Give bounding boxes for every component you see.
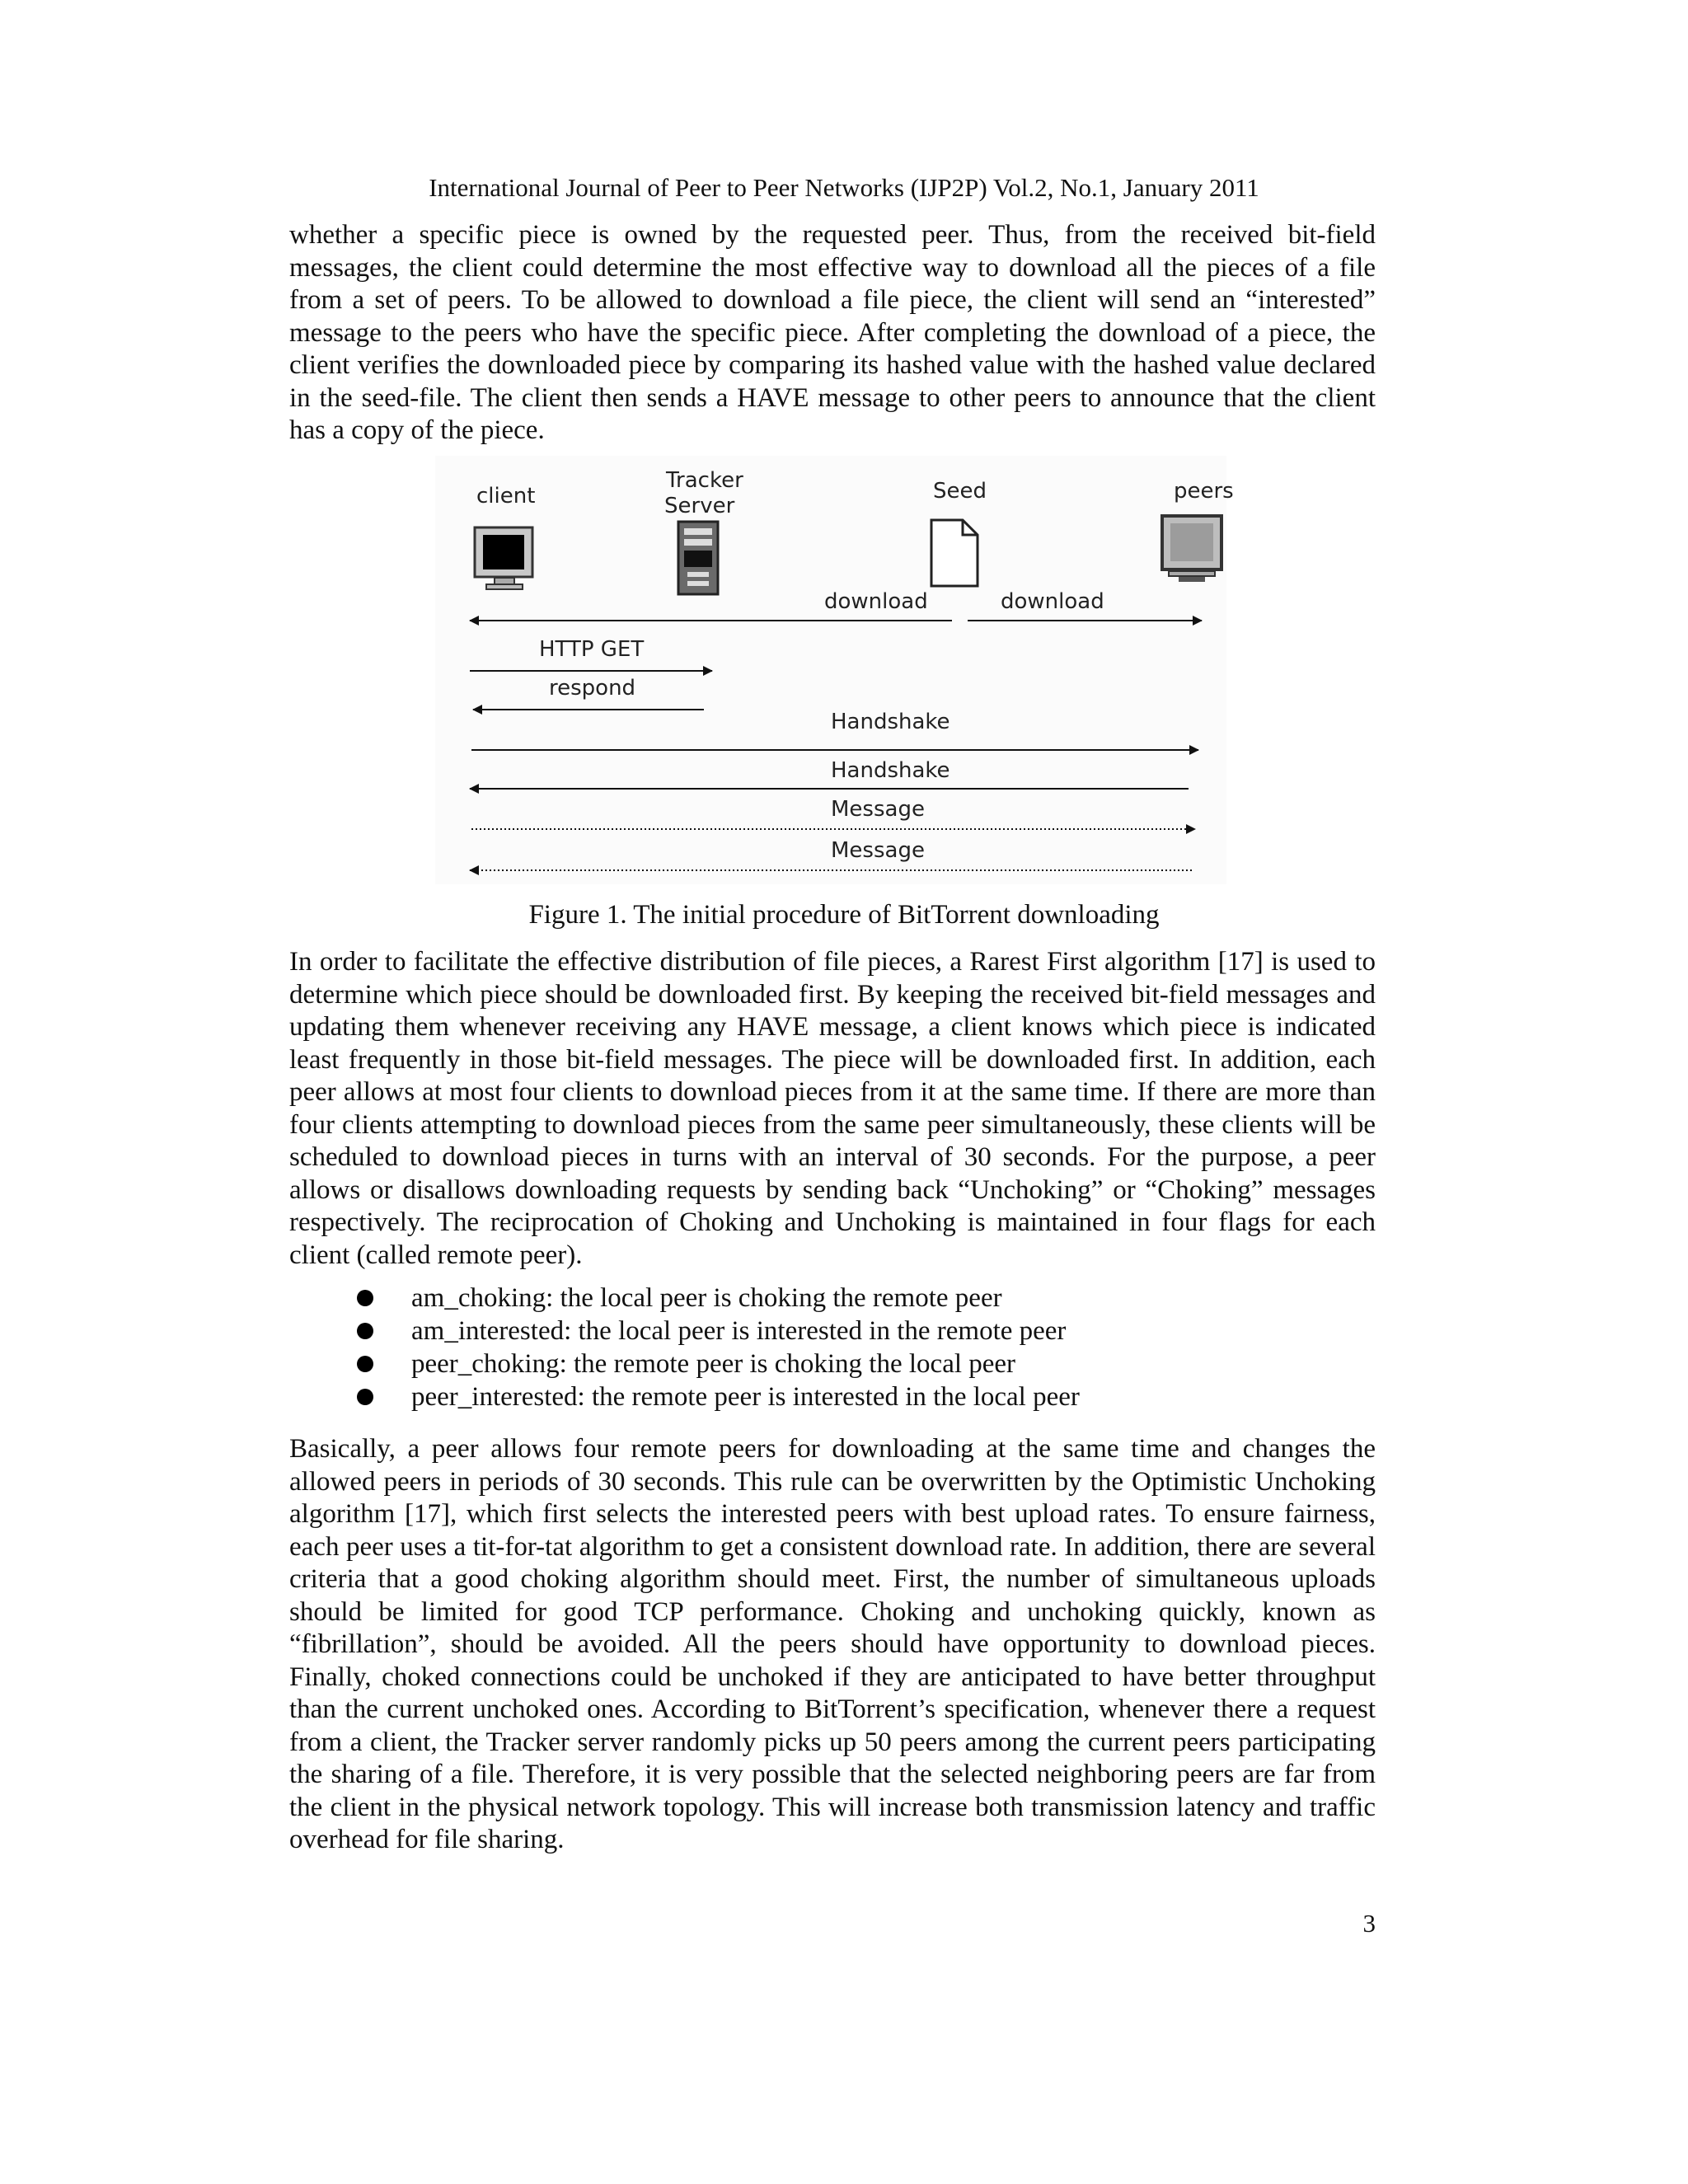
- paragraph-1: whether a specific piece is owned by the requested peer. Thus, from the received bit-field messages, the client could determine the most effective way to download all the pieces of a file from a set of peers. To be allowed to download a file piece, the client will send an “interested” message to the peers who have the specific piece. After completing the download of a piece, the client verifies the downloaded piece by comparing its hashed value with the hashed value declared in the seed-file. The client then sends a HAVE message to other peers to announce that the client has a copy of the piece.: [289, 220, 1376, 445]
- seed-document-icon: [931, 520, 978, 586]
- label-handshake-1: Handshake: [831, 710, 950, 734]
- figure-caption: Figure 1. The initial procedure of BitTorrent downloading: [528, 900, 1160, 930]
- label-message-1: Message: [831, 797, 925, 822]
- bullet-icon: [357, 1290, 373, 1306]
- server-tower-icon: [678, 522, 718, 594]
- peers-computer-icon: [1162, 516, 1221, 582]
- list-item-text: am_interested: the local peer is interested in the remote peer: [411, 1316, 1067, 1346]
- label-seed: Seed: [933, 479, 987, 504]
- label-message-2: Message: [831, 838, 925, 863]
- sequence-diagram: [435, 456, 1234, 884]
- bullet-icon: [357, 1389, 373, 1405]
- list-item-text: peer_interested: the remote peer is interested in the local peer: [411, 1382, 1080, 1412]
- label-peers: peers: [1174, 479, 1234, 504]
- flag-list: [289, 1282, 1376, 1413]
- paragraph-2: In order to facilitate the effective distribution of file pieces, a Rarest First algorithm [17] is used to determine which piece should be downloaded first. By keeping the received bit-field messages and updating them whenever receiving any HAVE message, a client knows which piece is indicated least frequently in those bit-field messages. The piece will be downloaded first. In addition, each peer allows at most four clients to download pieces from it at the same time. If there are more than four clients attempting to download pieces from the same peer simultaneously, these clients will be scheduled to download pieces in turns with an interval of 30 seconds. For the purpose, a peer allows or disallows downloading requests by sending back “Unchoking” or “Choking” messages respectively. The reciprocation of Choking and Unchoking is maintained in four flags for each client (called remote peer).: [289, 947, 1376, 1270]
- label-http-get: HTTP GET: [539, 637, 645, 662]
- label-respond: respond: [549, 676, 636, 701]
- label-handshake-2: Handshake: [831, 758, 950, 783]
- label-download-right: download: [1001, 589, 1104, 614]
- bullet-icon: [357, 1323, 373, 1339]
- list-item: [289, 1347, 1376, 1380]
- label-tracker-1: Tracker: [666, 468, 743, 493]
- list-item: [289, 1380, 1376, 1413]
- label-download-left: download: [824, 589, 928, 614]
- paragraph-3: Basically, a peer allows four remote peers for downloading at the same time and changes the allowed peers in periods of 30 seconds. This rule can be overwritten by the Optimistic Unchoking algorithm [17], which first selects the interested peers with best upload rates. To ensure fairness, each peer uses a tit-for-tat algorithm to get a consistent download rate. In addition, there are several criteria that a good choking algorithm should meet. First, the number of simultaneous uploads should be limited for good TCP performance. Choking and unchoking quickly, known as “fibrillation”, should be avoided. All the peers should have opportunity to download pieces. Finally, choked connections could be unchoked if they are anticipated to have better throughput than the current unchoked ones. According to BitTorrent’s specification, whenever there a request from a client, the Tracker server randomly picks up 50 peers among the current peers participating the sharing of a file. Therefore, it is very possible that the selected neighboring peers are far from the client in the physical network topology. This will increase both transmission latency and traffic overhead for file sharing.: [289, 1434, 1376, 1854]
- running-header: International Journal of Peer to Peer Networks (IJP2P) Vol.2, No.1, January 2011: [429, 173, 1259, 202]
- bullet-icon: [357, 1356, 373, 1372]
- list-item-text: am_choking: the local peer is choking the remote peer: [411, 1283, 1002, 1313]
- list-item: [289, 1282, 1376, 1315]
- figure-1: [435, 456, 1234, 884]
- label-tracker-2: Server: [664, 494, 735, 518]
- label-client: client: [476, 484, 536, 509]
- page-number: 3: [1362, 1909, 1376, 1938]
- list-item-text: peer_choking: the remote peer is choking the local peer: [411, 1349, 1016, 1379]
- list-item: [289, 1315, 1376, 1347]
